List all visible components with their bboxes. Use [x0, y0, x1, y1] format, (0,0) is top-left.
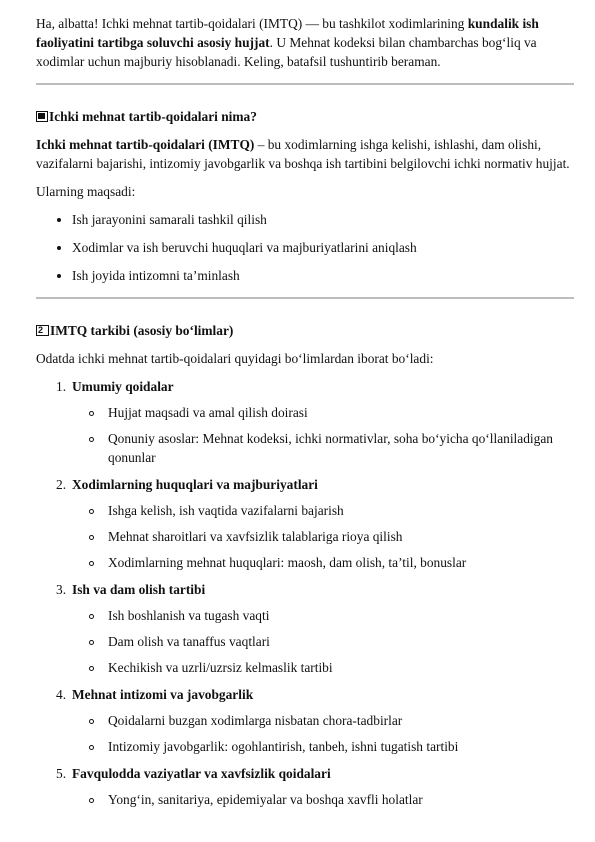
definition-text: – bu xodimlarning ishga kelishi, ishlashi, dam olishi, vazifalarni bajarishi, intizomiy javobgarlik va boshqa ish tartibini belgilovchi ichki normativ hujjat.: [36, 137, 570, 171]
list-item: [36, 377, 574, 467]
sub-item: Dam olish va tanaffus vaqtlari: [72, 632, 574, 651]
sub-item: Xodimlarning mehnat huquqlari: maosh, dam olish, ta’til, bonuslar: [72, 553, 574, 572]
section-divider: [36, 83, 574, 85]
sub-item: Qoidalarni buzgan xodimlarga nisbatan chora-tadbirlar: [72, 711, 574, 730]
section2-title: [36, 321, 574, 340]
section1-title-text: Ichki mehnat tartib-qoidalari nima?: [49, 109, 257, 124]
sub-item: Mehnat sharoitlari va xavfsizlik talablariga rioya qilish: [72, 527, 574, 546]
square-icon: [36, 111, 48, 122]
sub-item: Intizomiy javobgarlik: ogohlantirish, tanbeh, ishni tugatish tartibi: [72, 737, 574, 756]
list-item: Ish jarayonini samarali tashkil qilish: [36, 210, 574, 229]
goals-label: Ularning maqsadi:: [36, 184, 136, 199]
list-item: Ish joyida intizomni ta’minlash: [36, 266, 574, 285]
sections-list: [36, 377, 574, 809]
list-item: [36, 475, 574, 572]
item-number: 4.: [56, 687, 67, 702]
item-number: 5.: [56, 766, 67, 781]
list-item: [36, 580, 574, 677]
sub-list: [72, 790, 574, 809]
list-item: Xodimlar va ish beruvchi huquqlari va majburiyatlarini aniqlash: [36, 238, 574, 257]
sub-item: Yong‘in, sanitariya, epidemiyalar va boshqa xavfli holatlar: [72, 790, 574, 809]
sub-item: Qonuniy asoslar: Mehnat kodeksi, ichki normativlar, soha bo‘yicha qo‘llaniladigan qonunlar: [72, 429, 574, 467]
item-title: Mehnat intizomi va javobgarlik: [72, 687, 254, 702]
list-item: [36, 764, 574, 809]
item-title: Ish va dam olish tartibi: [72, 582, 206, 597]
definition-paragraph: [36, 135, 574, 173]
section1-title: [36, 107, 574, 126]
item-title: Xodimlarning huquqlari va majburiyatlari: [72, 477, 318, 492]
item-title: Favqulodda vaziyatlar va xavfsizlik qoidalari: [72, 766, 331, 781]
sub-list: [72, 501, 574, 572]
sub-item: Ish boshlanish va tugash vaqti: [72, 606, 574, 625]
sub-item: Ishga kelish, ish vaqtida vazifalarni bajarish: [72, 501, 574, 520]
item-number: 2.: [56, 477, 67, 492]
sub-item: Kechikish va uzrli/uzrsiz kelmaslik tartibi: [72, 658, 574, 677]
sub-list: [72, 403, 574, 467]
definition-term: Ichki mehnat tartib-qoidalari (IMTQ): [36, 137, 255, 152]
list-item: [36, 685, 574, 756]
item-number: 3.: [56, 582, 67, 597]
sub-list: [72, 606, 574, 677]
keycap-two-icon: 2: [36, 325, 49, 336]
goals-list: [36, 210, 574, 285]
sub-item: Hujjat maqsadi va amal qilish doirasi: [72, 403, 574, 422]
intro-paragraph: [36, 14, 574, 71]
document-page: [36, 14, 574, 809]
sub-list: [72, 711, 574, 756]
section2-title-text: IMTQ tarkibi (asosiy bo‘limlar): [50, 323, 234, 338]
section-divider: [36, 297, 574, 299]
section2-lead: Odatda ichki mehnat tartib-qoidalari quyidagi bo‘limlardan iborat bo‘ladi:: [36, 351, 434, 366]
item-number: 1.: [56, 379, 67, 394]
intro-text-end: . U Mehnat kodeksi bilan chambarchas bog‘liq va xodimlar uchun majburiy hisoblanadi. Keling, batafsil tushuntirib beraman.: [36, 35, 537, 69]
intro-bold: kundalik ish faoliyatini tartibga soluvchi asosiy hujjat: [36, 16, 539, 50]
item-title: Umumiy qoidalar: [72, 379, 174, 394]
intro-text-start: Ha, albatta! Ichki mehnat tartib-qoidalari (IMTQ) — bu tashkilot xodimlarining: [36, 16, 468, 31]
